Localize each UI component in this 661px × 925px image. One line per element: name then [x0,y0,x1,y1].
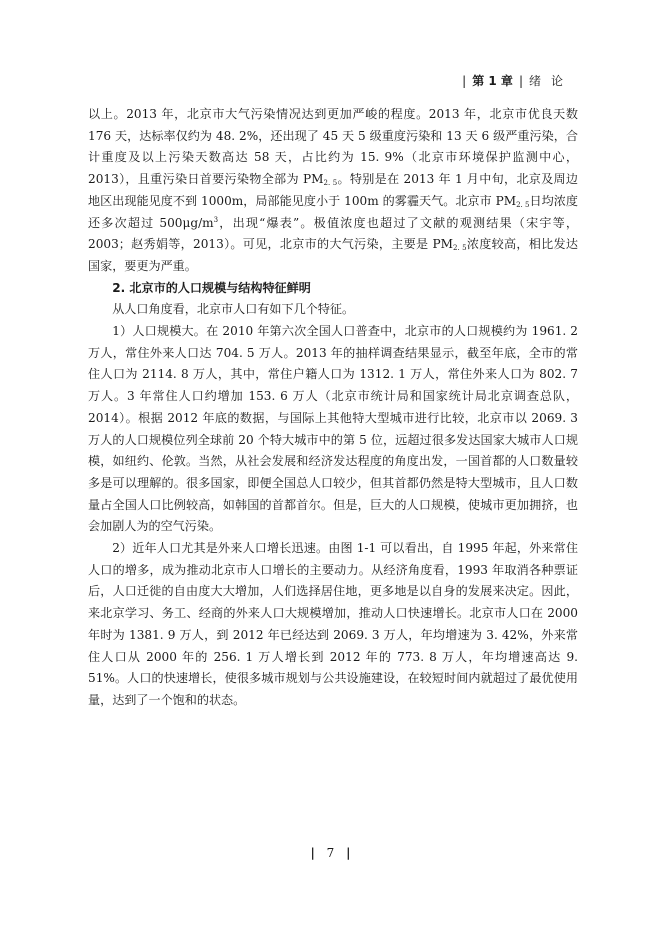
paragraph-air-pollution [88,104,578,278]
running-header [462,72,573,89]
subscript: 2. 5 [323,179,338,188]
footer-divider: | [346,846,351,860]
page-number: 7 [326,846,335,860]
text-run: ，出现“爆表”。极值浓度也超过了文献的观测结果（宋宇等，2003；赵秀娟等，2013）。可见，北京市的大气污染，主要是 PM [88,215,578,252]
subscript: 2. 5 [516,200,530,209]
paragraph-population-size: 1）人口规模大。在 2010 年第六次全国人口普查中，北京市的人口规模约为 1961. 2 万人，常住外来人口达 704. 5 万人。2013 年的抽样调查结果显示，截至年底，全市的常住人口为 2114. 8 万人，其中，常住户籍人口为 1312. 1 万人，常住外来人口为 802. 7 万人。3 年常住人口约增加 153. 6 万人（北京市统计局和国家统计局北京调查总队，2014）。根据 2012 年底的数据，与国际上其他特大型城市进行比较，北京市以 2069. 3 万人的人口规模位列全球前 20 个特大城市中的第 5 位，远超过很多发达国家大城市人口规模，如纽约、伦敦。当然，从社会发展和经济发达程度的角度出发，一国首都的人口数量较多是可以理解的。很多国家，即便全国总人口较少，但其首都仍然是特大型城市，且人口数量占全国人口比例较高，如韩国的首都首尔。但是，巨大的人口规模，使城市更加拥挤，也会加剧人为的空气污染。 [88,324,578,534]
text-run: 。特别是在 2013 年 1 月中旬，北京及周边地区出现能见度不到 1000m，局部能见度小于 100m 的雾霾天气。北京市 PM [88,172,578,208]
section-heading: 2. 北京市的人口规模与结构特征鲜明 [112,280,311,295]
header-divider: | [462,73,467,88]
text-run: 以上。2013 年，北京市大气污染情况达到更加严峻的程度。2013 年，北京市优良天数 176 天，达标率仅约为 48. 2%，还出现了 45 天 5 级重度污染和 13 天 6 级严重污染，合计重度及以上污染天数高达 58 天，占比约为 15. 9%（北京市环境保护监测中心，2013），且重污染日首要污染物全部为 PM [88,107,578,187]
paragraph-population-growth: 2）近年人口尤其是外来人口增长迅速。由图 1-1 可以看出，自 1995 年起，外来常住人口的增多，成为推动北京市人口增长的主要动力。从经济角度看，1993 年取消各种票证后，人口迁徙的自由度大大增加，人们选择居住地，更多地是以自身的发展来决定。因此，来北京学习、务工、经商的外来人口大规模增加，推动人口快速增长。北京市人口在 2000 年时为 1381. 9 万人，到 2012 年已经达到 2069. 3 万人，年均增速为 3. 42%，外来常住人口从 2000 年的 256. 1 万人增长到 2012 年的 773. 8 万人，年均增速高达 9. 51%。人口的快速增长，使很多城市规划与公共设施建设，在较短时间内就超过了最优使用量，达到了一个饱和的状态。 [88,541,578,707]
footer-divider: | [310,846,315,860]
paragraph-intro: 从人口角度看，北京市人口有如下几个特征。 [112,302,355,317]
page-footer [0,846,661,860]
text-run: 日均浓度还多次超过 500μg/m [88,193,578,230]
header-divider: | [518,73,523,88]
superscript: 3 [213,215,219,224]
header-chapter-title: 绪论 [528,74,573,88]
header-chapter: 第 1 章 [472,74,513,88]
page-body [88,104,578,712]
subscript: 2. 5 [453,244,467,253]
text-run: 浓度较高，相比发达国家，要更为严重。 [88,237,578,273]
